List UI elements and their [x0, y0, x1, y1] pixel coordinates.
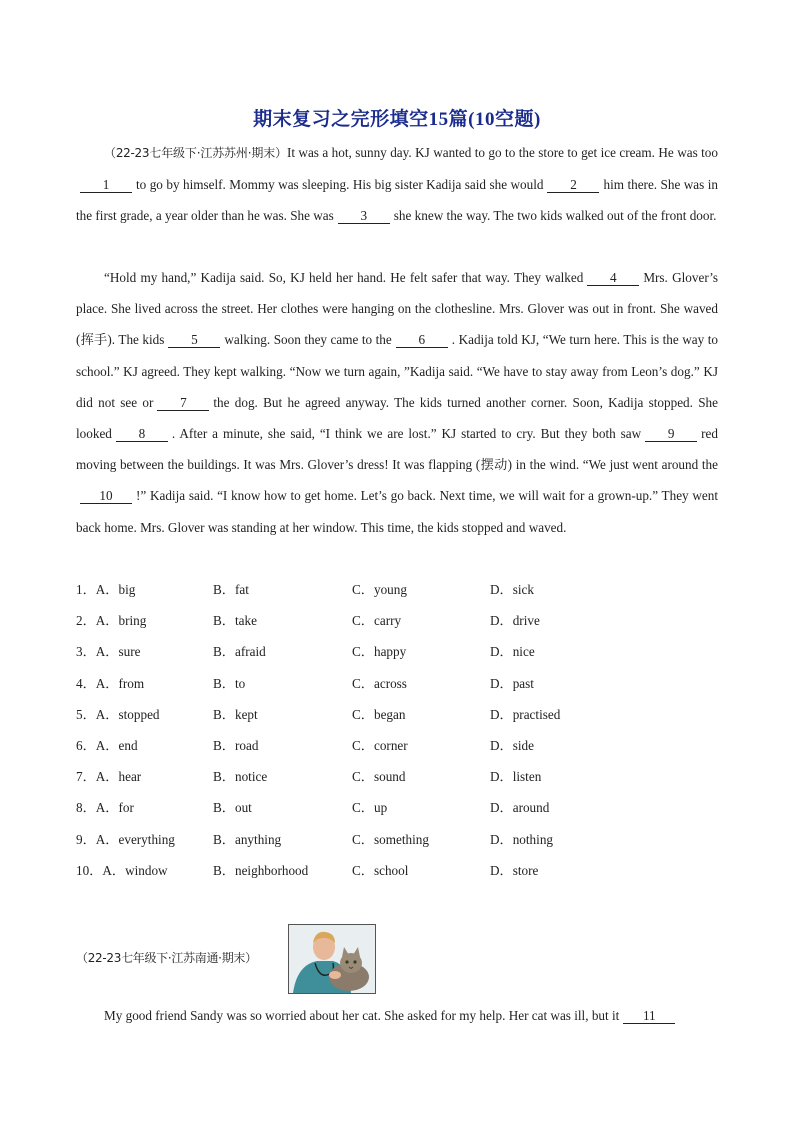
option-d[interactable]: D．drive: [490, 613, 540, 629]
text-segment: !” Kadija said. “I know how to get home. Let’s go back. Next time, we will wait for a grown-up.” They went back home. Mrs. Glover was standing at her window. This time, the kids stopped and waved.: [76, 488, 718, 535]
passage-2-source: （22-23七年级下·江苏南通·期末）: [76, 951, 257, 965]
blank-8[interactable]: 8: [116, 426, 168, 442]
option-a[interactable]: 5．A．stopped: [76, 706, 160, 722]
blank-7[interactable]: 7: [157, 395, 209, 411]
text-segment: red moving between the buildings. It was Mrs. Glover’s dress! It was flapping (摆动) in the wind. “We just went around the: [76, 426, 718, 473]
option-a[interactable]: 2．A．bring: [76, 613, 147, 629]
option-d[interactable]: D．nice: [490, 644, 535, 660]
text-segment: to go by himself. Mommy was sleeping. His big sister Kadija said she would: [136, 177, 544, 193]
text-segment: “Hold my hand,” Kadija said. So, KJ held her hand. He felt safer that way. They walked: [104, 270, 584, 285]
option-d[interactable]: D．sick: [490, 582, 534, 597]
text-segment: Mrs. Glover’s place. She lived across the street. Her clothes were hanging on the clothesline. Mrs. Glover was out in front. She waved (挥手). The kids: [76, 270, 718, 348]
source-label: （22-23七年级下·江苏苏州·期末）: [104, 146, 287, 160]
blank-1[interactable]: 1: [80, 177, 132, 193]
text-segment: she knew the way. The two kids walked out of the front door.: [393, 208, 717, 224]
text-segment: him there. She was in the first grade, a year older than he was. She was: [76, 177, 719, 224]
option-a[interactable]: 9．A．everything: [76, 831, 175, 847]
option-b[interactable]: B．fat: [213, 582, 249, 597]
option-a[interactable]: 10．A．window: [76, 862, 168, 878]
answer-options: [76, 574, 736, 886]
option-c[interactable]: C．across: [352, 675, 407, 691]
option-d[interactable]: D．nothing: [490, 831, 554, 847]
option-b[interactable]: B．neighborhood: [213, 862, 309, 878]
option-b[interactable]: B．out: [213, 800, 252, 816]
blank-2[interactable]: 2: [547, 177, 599, 193]
option-a[interactable]: 7．A．hear: [76, 769, 142, 785]
option-d[interactable]: D．side: [490, 737, 534, 753]
option-row-5: [76, 699, 736, 730]
option-c[interactable]: C．young: [352, 582, 407, 597]
option-row-8: [76, 792, 736, 823]
option-c[interactable]: C．carry: [352, 613, 402, 629]
text-segment: walking. Soon they came to the: [224, 332, 392, 348]
option-d[interactable]: D．around: [490, 800, 550, 816]
option-d[interactable]: D．store: [490, 862, 539, 878]
option-a[interactable]: 4．A．from: [76, 675, 145, 691]
text-segment: . After a minute, she said, “I think we are lost.” KJ started to cry. But they both saw: [171, 426, 642, 442]
option-b[interactable]: B．afraid: [213, 644, 266, 660]
passage-1-paragraph-1: [76, 137, 718, 232]
blank-3[interactable]: 3: [338, 208, 390, 224]
passage-1-paragraph-2: [76, 262, 718, 543]
blank-4[interactable]: 4: [587, 270, 639, 286]
option-b[interactable]: B．to: [213, 675, 246, 691]
option-a[interactable]: 8．A．for: [76, 800, 134, 816]
page-title: 期末复习之完形填空15篇(10空题): [253, 109, 541, 130]
option-c[interactable]: C．corner: [352, 737, 408, 753]
vet-with-cat-photo: [288, 924, 376, 994]
option-b[interactable]: B．anything: [213, 831, 282, 847]
option-row-7: [76, 761, 736, 792]
option-b[interactable]: B．notice: [213, 769, 268, 785]
option-a[interactable]: 3．A．sure: [76, 644, 141, 660]
blank-5[interactable]: 5: [168, 332, 220, 348]
option-row-3: [76, 636, 736, 667]
option-b[interactable]: B．take: [213, 613, 257, 629]
option-row-10: [76, 855, 736, 886]
option-c[interactable]: C．sound: [352, 769, 406, 785]
option-b[interactable]: B．road: [213, 737, 259, 753]
option-c[interactable]: C．began: [352, 706, 406, 722]
blank-9[interactable]: 9: [645, 426, 697, 442]
blank-10[interactable]: 10: [80, 488, 132, 504]
option-a[interactable]: 1．A．big: [76, 582, 136, 597]
option-c[interactable]: C．school: [352, 862, 409, 878]
passage-2-paragraph-1: [76, 1000, 718, 1031]
vet-cat-illustration: [289, 925, 375, 993]
option-row-9: [76, 824, 736, 855]
option-row-1: [76, 574, 736, 605]
option-row-6: [76, 730, 736, 761]
text-segment: . Kadija told KJ, “We turn here. This is the way to school.” KJ agreed. They kept walking. “Now we turn again, ”Kadija said. “We have to stay away from Leon’s dog.” KJ did not see or: [76, 332, 719, 410]
option-b[interactable]: B．kept: [213, 706, 258, 722]
option-c[interactable]: C．up: [352, 800, 388, 816]
option-row-2: [76, 605, 736, 636]
option-a[interactable]: 6．A．end: [76, 737, 138, 753]
option-d[interactable]: D．past: [490, 675, 534, 691]
text-segment: My good friend Sandy was so worried about her cat. She asked for my help. Her cat was ill, but it: [104, 1008, 620, 1023]
option-c[interactable]: C．something: [352, 831, 429, 847]
option-c[interactable]: C．happy: [352, 644, 407, 660]
option-d[interactable]: D．listen: [490, 769, 542, 785]
blank-6[interactable]: 6: [396, 332, 448, 348]
option-d[interactable]: D．practised: [490, 706, 561, 722]
text-segment: It was a hot, sunny day. KJ wanted to go to the store to get ice cream. He was too: [286, 145, 718, 160]
option-row-4: [76, 668, 736, 699]
text-segment: the dog. But he agreed anyway. The kids turned another corner. Soon, Kadija stopped. She looked: [76, 394, 718, 442]
blank-11[interactable]: 11: [623, 1008, 675, 1024]
